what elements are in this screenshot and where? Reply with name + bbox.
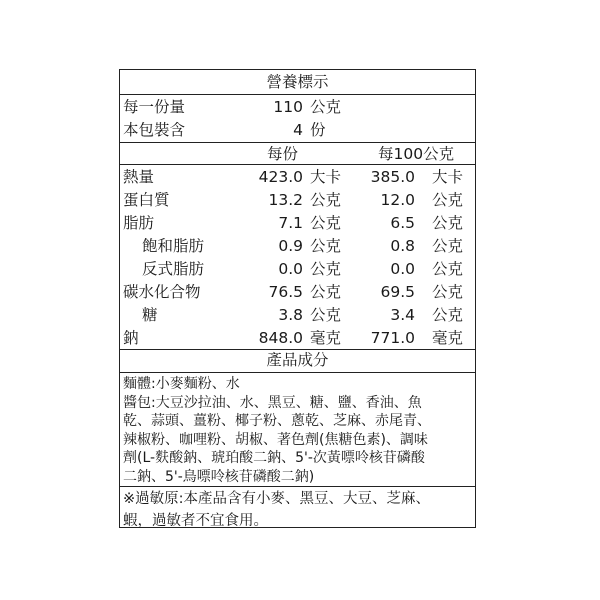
- nutrient-name: 碳水化合物: [123, 283, 201, 301]
- label-title: 營養標示: [266, 73, 329, 91]
- ingredients-title: 產品成分: [266, 351, 329, 369]
- serving-size-label: 每一份量: [123, 98, 186, 116]
- nutrient-name: 飽和脂肪: [142, 237, 205, 255]
- nutrient-unit-per-serving: 毫克: [310, 329, 342, 347]
- nutrient-unit-per-100g: 公克: [432, 260, 464, 278]
- ingredient-line: 乾、蒜頭、薑粉、椰子粉、蔥乾、芝麻、赤尾青、: [123, 413, 431, 430]
- nutrient-unit-per-100g: 公克: [432, 306, 464, 324]
- nutrient-row: [120, 212, 475, 235]
- nutrient-value-per-serving: 3.8: [278, 306, 303, 324]
- serving-size-unit: 公克: [310, 98, 342, 116]
- nutrient-row: [120, 166, 475, 189]
- ingredient-line: 麵體:小麥麵粉、水: [123, 376, 240, 392]
- divider: [120, 94, 475, 95]
- serving-size-value: 110: [273, 98, 303, 116]
- nutrient-unit-per-serving: 公克: [310, 191, 342, 209]
- column-per-serving: 每份: [267, 145, 299, 163]
- nutrient-value-per-100g: 69.5: [380, 283, 415, 301]
- nutrient-value-per-100g: 6.5: [390, 214, 415, 232]
- nutrient-unit-per-100g: 大卡: [432, 168, 464, 186]
- nutrient-row: [120, 304, 475, 327]
- column-header-row: [120, 143, 475, 165]
- nutrient-value-per-serving: 13.2: [268, 191, 303, 209]
- nutrient-value-per-100g: 3.4: [390, 306, 415, 324]
- nutrient-unit-per-100g: 公克: [432, 191, 464, 209]
- nutrient-unit-per-100g: 公克: [432, 214, 464, 232]
- nutrient-value-per-serving: 423.0: [258, 168, 303, 186]
- nutrient-name: 糖: [142, 306, 158, 324]
- servings-per-package-row: [120, 119, 475, 141]
- nutrient-value-per-100g: 0.8: [390, 237, 415, 255]
- nutrient-value-per-serving: 0.0: [278, 260, 303, 278]
- divider: [120, 164, 475, 165]
- nutrient-row: [120, 189, 475, 212]
- nutrition-label: [119, 69, 476, 528]
- nutrient-name: 鈉: [123, 329, 139, 347]
- nutrient-name: 蛋白質: [123, 191, 170, 209]
- nutrient-name: 脂肪: [123, 214, 155, 232]
- ingredient-line: 劑(L-麩酸鈉、琥珀酸二鈉、5'-次黃嘌呤核苷磷酸: [123, 450, 425, 467]
- nutrient-unit-per-serving: 公克: [310, 306, 342, 324]
- nutrient-unit-per-100g: 公克: [432, 237, 464, 255]
- nutrient-value-per-serving: 0.9: [278, 237, 303, 255]
- nutrient-unit-per-100g: 毫克: [432, 329, 464, 347]
- nutrient-value-per-serving: 848.0: [258, 329, 303, 347]
- nutrient-row: [120, 258, 475, 281]
- nutrient-name: 熱量: [123, 168, 155, 186]
- nutrient-unit-per-serving: 公克: [310, 260, 342, 278]
- nutrient-unit-per-100g: 公克: [432, 283, 464, 301]
- nutrient-unit-per-serving: 公克: [310, 237, 342, 255]
- ingredient-line: 醬包:大豆沙拉油、水、黑豆、糖、鹽、香油、魚: [123, 394, 422, 411]
- divider: [120, 486, 475, 487]
- ingredient-line: 辣椒粉、咖哩粉、胡椒、著色劑(焦糖色素)、調味: [123, 431, 428, 448]
- allergen-line: ※過敏原:本產品含有小麥、黑豆、大豆、芝麻、: [123, 491, 431, 507]
- nutrient-name: 反式脂肪: [142, 260, 205, 278]
- nutrient-row: [120, 327, 475, 350]
- nutrient-value-per-serving: 7.1: [278, 214, 303, 232]
- divider: [120, 372, 475, 373]
- nutrient-row: [120, 281, 475, 304]
- column-per-100g: 每100公克: [378, 145, 455, 163]
- nutrient-unit-per-serving: 公克: [310, 214, 342, 232]
- servings-label: 本包裝含: [123, 121, 186, 139]
- nutrient-value-per-100g: 771.0: [370, 329, 415, 347]
- nutrient-row: [120, 235, 475, 258]
- servings-value: 4: [293, 121, 303, 139]
- nutrient-value-per-100g: 12.0: [380, 191, 415, 209]
- nutrient-value-per-100g: 0.0: [390, 260, 415, 278]
- nutrient-value-per-serving: 76.5: [268, 283, 303, 301]
- servings-unit: 份: [310, 121, 326, 139]
- nutrient-unit-per-serving: 公克: [310, 283, 342, 301]
- serving-size-row: [120, 96, 475, 118]
- nutrient-unit-per-serving: 大卡: [310, 168, 342, 186]
- ingredient-line: 二鈉、5'-鳥嘌呤核苷磷酸二鈉): [123, 469, 315, 485]
- allergen-line: 蝦，過敏者不宜食用。: [123, 513, 268, 529]
- nutrient-value-per-100g: 385.0: [370, 168, 415, 186]
